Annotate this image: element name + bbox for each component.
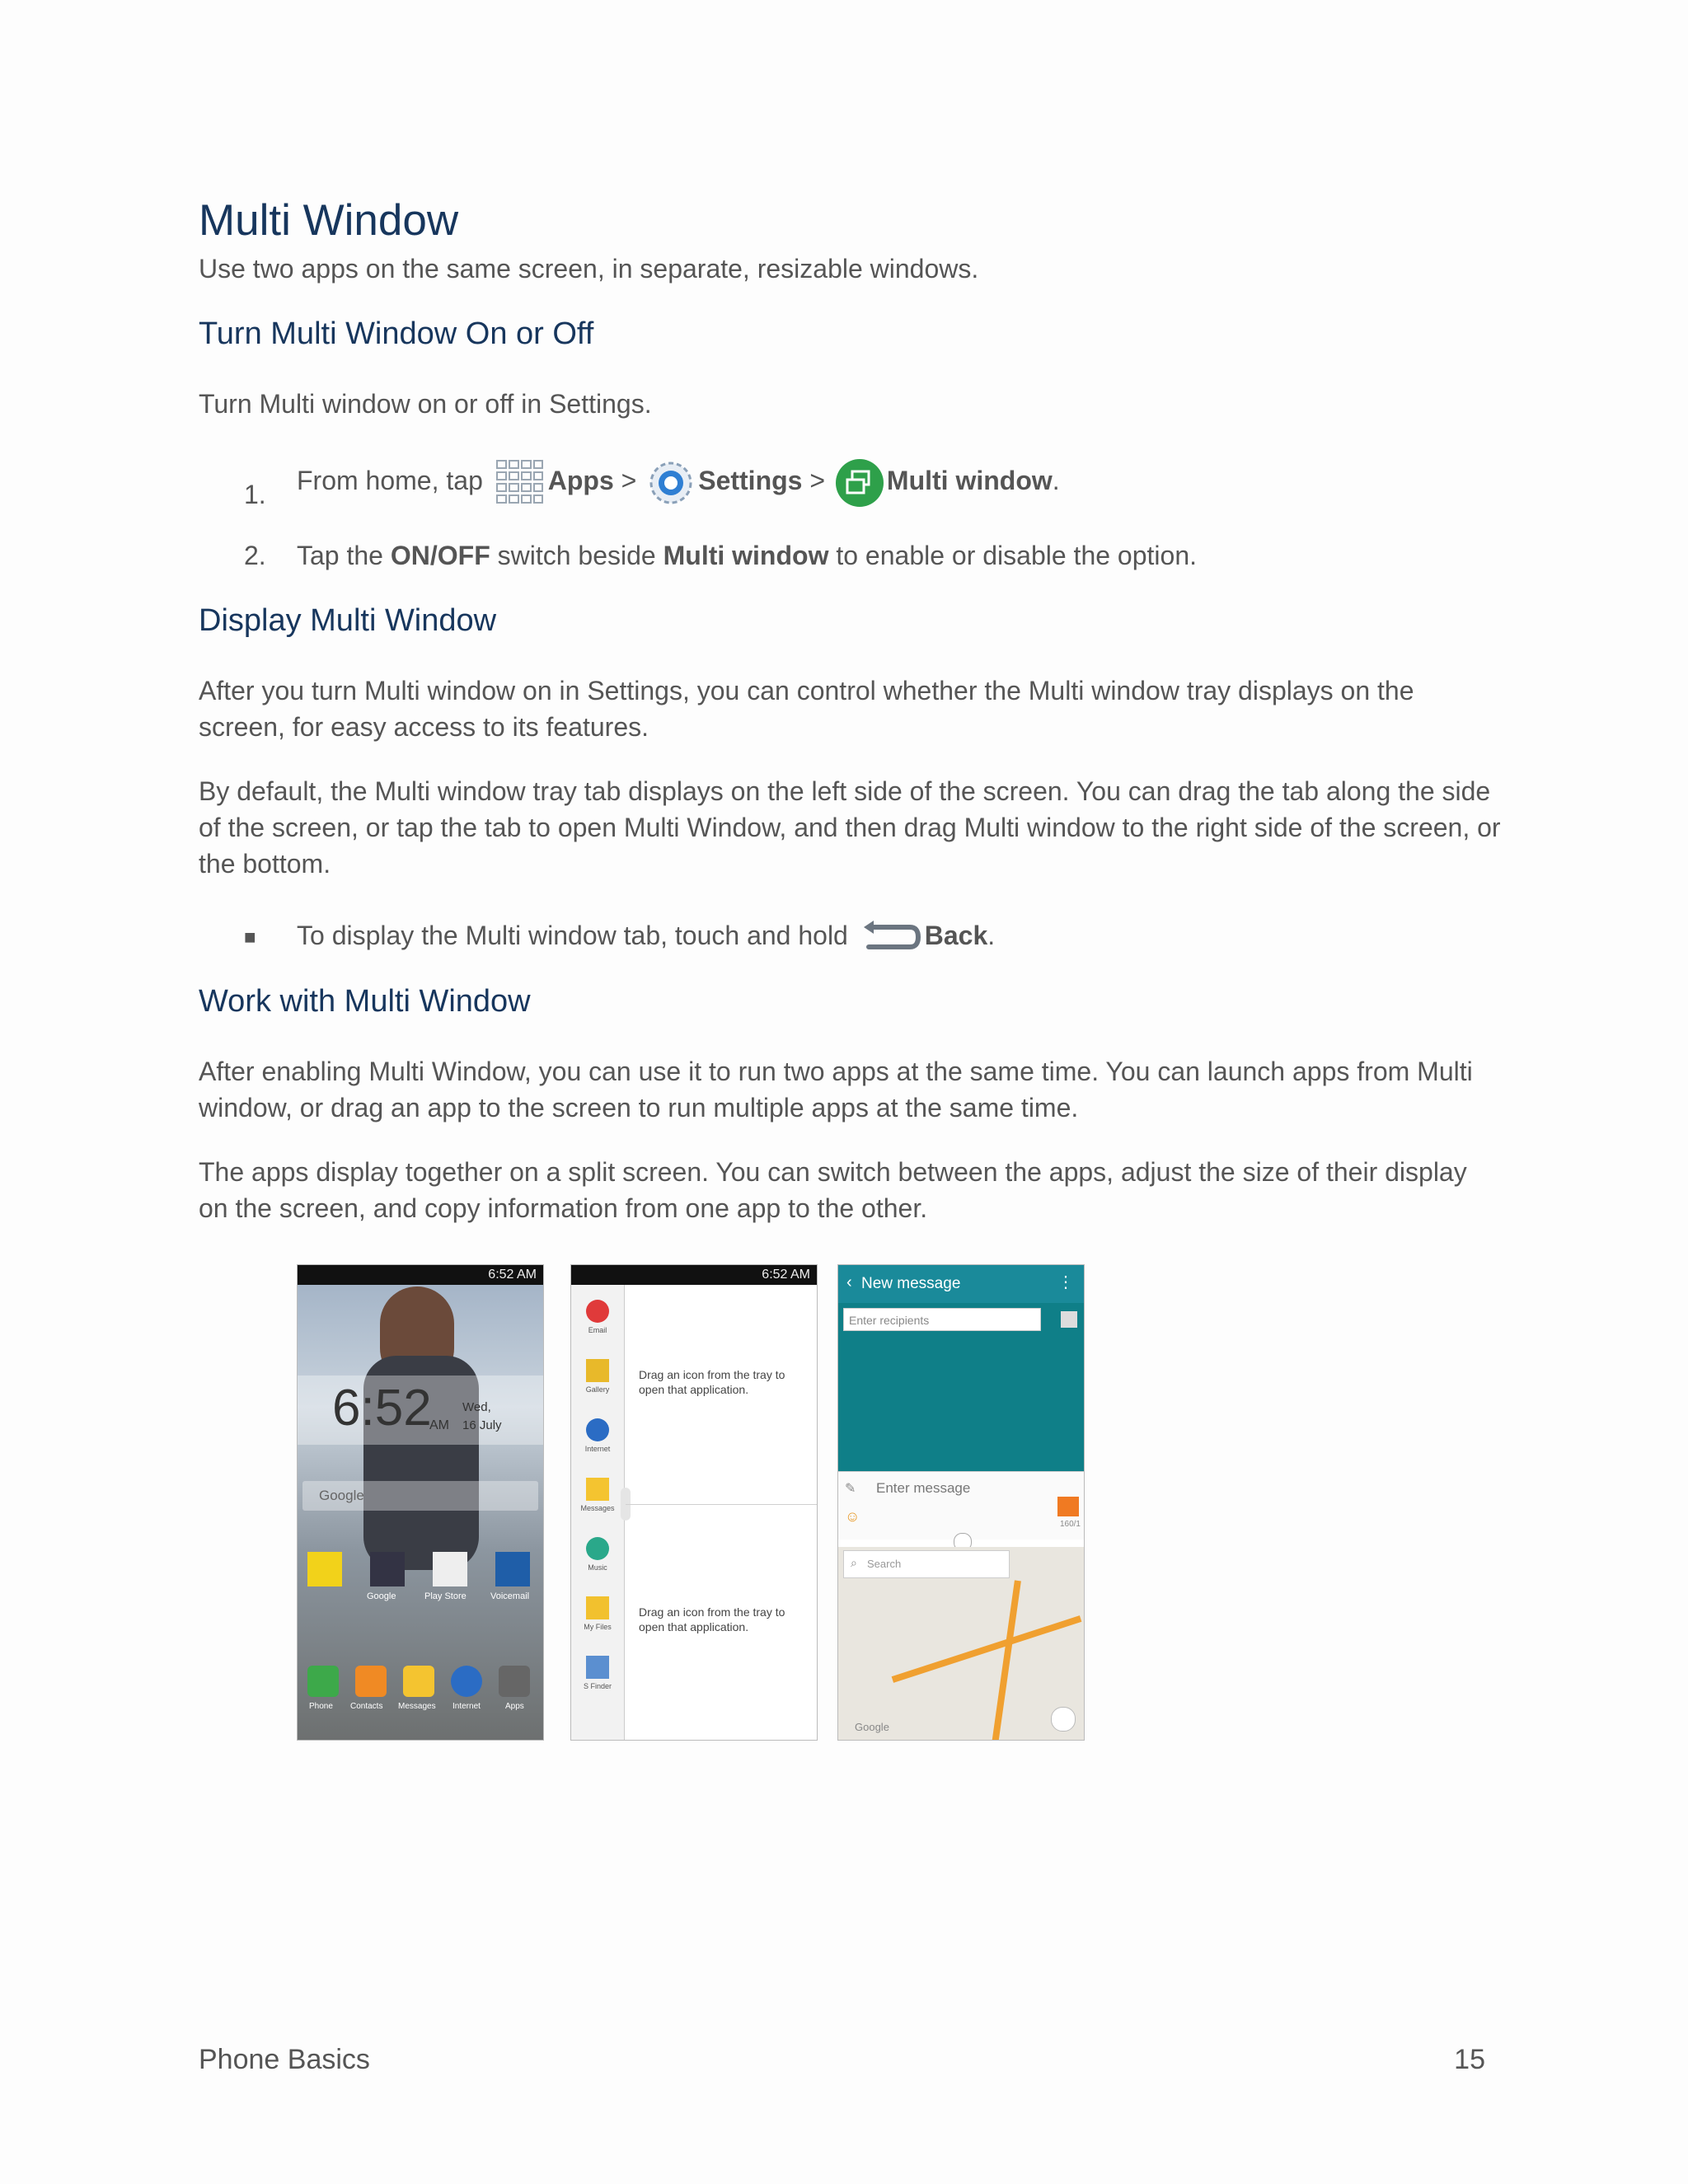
dock-apps-label: Apps: [505, 1702, 524, 1711]
tray-email-label: Email: [588, 1326, 607, 1334]
dock: [298, 1666, 543, 1723]
dock-internet-label: Internet: [452, 1702, 481, 1711]
section2-para1: After you turn Multi window on in Settings, you can control whether the Multi window tray displays on the screen, for easy access to its features.: [199, 676, 1414, 742]
zone-app-icon[interactable]: [307, 1552, 342, 1586]
section-heading-work: Work with Multi Window: [199, 984, 531, 1019]
tray-my-files-label: My Files: [584, 1623, 612, 1631]
separator-gt: >: [809, 466, 826, 495]
settings-label: Settings: [698, 466, 803, 495]
message-input[interactable]: Enter message: [876, 1480, 971, 1496]
home-apps-row: [298, 1552, 543, 1601]
contacts-icon[interactable]: [355, 1666, 387, 1697]
section-heading-turn-on-off: Turn Multi Window On or Off: [199, 316, 594, 351]
date-day: Wed,: [462, 1400, 491, 1414]
phone-icon[interactable]: [307, 1666, 339, 1697]
step-1-prefix: From home, tap: [297, 466, 483, 495]
emoji-icon[interactable]: ☺: [845, 1508, 860, 1525]
messages-icon[interactable]: [586, 1478, 609, 1501]
home-screen-screenshot: [297, 1264, 544, 1741]
play-store-label: Play Store: [424, 1591, 467, 1601]
step-2-text-c: to enable or disable the option.: [836, 541, 1197, 570]
back-icon: [859, 917, 921, 958]
footer-page-number: 15: [1454, 2044, 1485, 2075]
my-location-icon[interactable]: [1051, 1707, 1076, 1732]
clock-time: 6:52: [332, 1380, 432, 1436]
google-search-bar[interactable]: [302, 1481, 538, 1511]
my-files-icon[interactable]: [586, 1596, 609, 1619]
split-screen-screenshot: [837, 1264, 1085, 1741]
period: .: [1052, 466, 1060, 495]
send-icon[interactable]: [1057, 1497, 1079, 1516]
attach-icon[interactable]: ✎: [845, 1482, 856, 1496]
tray-s-finder-label: S Finder: [583, 1682, 612, 1690]
bullet: ■: [244, 926, 256, 949]
map-search-box[interactable]: [843, 1550, 1010, 1578]
music-icon[interactable]: [586, 1537, 609, 1560]
map-road: [892, 1615, 1082, 1683]
search-icon: ⌕: [851, 1556, 857, 1569]
drag-hint-top: Drag an icon from the tray to open that application.: [639, 1368, 785, 1396]
multi-window-label: Multi window: [886, 466, 1053, 495]
compose-area: [838, 1471, 1084, 1540]
section3-para2: The apps display together on a split screen. You can switch between the apps, adjust the size of their display on the screen, and copy information from one app to the other.: [199, 1157, 1467, 1223]
tray-music-label: Music: [588, 1563, 607, 1572]
multi-window-label: Multi window: [663, 541, 829, 570]
dock-phone-label: Phone: [309, 1702, 333, 1711]
drag-hint-bottom: Drag an icon from the tray to open that application.: [639, 1605, 785, 1633]
section3-para1: After enabling Multi Window, you can use it to run two apps at the same time. You can launch apps from Multi window, or drag an app to the screen to run multiple apps at the same time.: [199, 1057, 1473, 1122]
apps-grid-icon: [494, 457, 545, 509]
section1-para: Turn Multi window on or off in Settings.: [199, 389, 652, 419]
tray-messages-label: Messages: [580, 1504, 615, 1512]
date: 16 July: [462, 1418, 502, 1432]
google-logo: Google: [319, 1488, 364, 1503]
gallery-icon[interactable]: [586, 1359, 609, 1382]
dock-messages-label: Messages: [398, 1702, 436, 1711]
internet-icon[interactable]: [451, 1666, 482, 1697]
status-bar: 6:52 AM: [298, 1265, 543, 1285]
multi-window-tray-screenshot: [570, 1264, 818, 1741]
bullet-text: To display the Multi window tab, touch and hold: [297, 921, 848, 950]
more-options-icon[interactable]: ⋮: [1057, 1273, 1074, 1291]
map-area[interactable]: [838, 1547, 1084, 1740]
back-label: Back: [924, 921, 988, 950]
email-icon[interactable]: [586, 1300, 609, 1323]
split-divider[interactable]: [626, 1504, 817, 1505]
section2-para2: By default, the Multi window tray tab displays on the left side of the screen. You can drag the tab along the side of the screen, or tap the tab to open Multi Window, and then drag Multi window to the right side of the screen, or the bottom.: [199, 776, 1501, 879]
bullet-item: [297, 907, 995, 964]
internet-icon[interactable]: [586, 1418, 609, 1441]
back-arrow-icon[interactable]: ‹: [846, 1273, 852, 1291]
settings-gear-icon: [645, 457, 696, 509]
intro-text: Use two apps on the same screen, in separate, resizable windows.: [199, 254, 979, 284]
period: .: [987, 921, 996, 950]
onoff-label: ON/OFF: [390, 541, 490, 570]
step-2: [297, 537, 1197, 574]
google-folder-icon[interactable]: [370, 1552, 405, 1586]
map-search-input: Search: [867, 1558, 902, 1570]
recipients-input[interactable]: Enter recipients: [843, 1308, 1041, 1331]
message-area: [838, 1303, 1084, 1471]
separator-gt: >: [621, 466, 637, 495]
char-counter: 160/1: [1059, 1520, 1081, 1529]
voicemail-icon[interactable]: [495, 1552, 530, 1586]
tray-gallery-label: Gallery: [585, 1385, 610, 1394]
step-2-text-a: Tap the: [297, 541, 383, 570]
message-header: [838, 1265, 1084, 1303]
step-2-text-b: switch beside: [497, 541, 656, 570]
messages-icon[interactable]: [403, 1666, 434, 1697]
multi-window-icon: [834, 457, 885, 509]
step-1: [297, 452, 1060, 509]
section-heading-display: Display Multi Window: [199, 603, 497, 638]
map-road: [992, 1580, 1021, 1741]
clock-ampm: AM: [429, 1418, 449, 1432]
footer-section-name: Phone Basics: [199, 2044, 370, 2075]
page-title: Multi Window: [199, 196, 459, 245]
clock-widget: [298, 1376, 543, 1445]
step-2-number: 2.: [244, 541, 266, 570]
app-tray: [571, 1285, 625, 1740]
tray-internet-label: Internet: [584, 1445, 611, 1453]
contact-picker-icon[interactable]: [1061, 1311, 1077, 1328]
google-app-label: Google: [367, 1591, 396, 1601]
apps-icon[interactable]: [499, 1666, 530, 1697]
play-store-icon[interactable]: [433, 1552, 467, 1586]
split-resize-handle[interactable]: [838, 1538, 1084, 1546]
map-google-logo: Google: [855, 1721, 889, 1733]
status-bar: 6:52 AM: [571, 1265, 817, 1285]
new-message-title: New message: [861, 1275, 961, 1292]
step-1-number: 1.: [244, 480, 266, 509]
s-finder-icon[interactable]: [586, 1656, 609, 1679]
apps-label: Apps: [547, 466, 614, 495]
voicemail-label: Voicemail: [490, 1591, 530, 1601]
dock-contacts-label: Contacts: [350, 1702, 383, 1711]
